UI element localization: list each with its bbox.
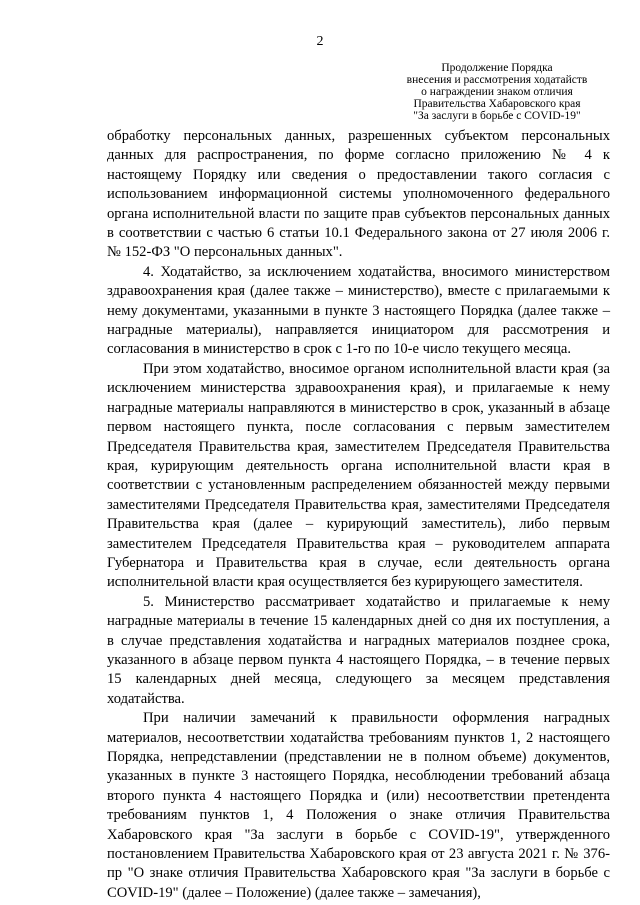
header-line: внесения и рассмотрения ходатайств <box>406 74 588 86</box>
page-number: 2 <box>316 34 324 49</box>
paragraph: При этом ходатайство, вносимое органом исполнительной власти края (за исключением министерства здравоохранения края), и прилагаемые к нему наградные материалы направляются в министерство в срок, указанный в абзаце первом настоящего пункта, после согласования с первым заместителем Председателя Правительства края, заместителем Председателя Правительства края, курирующим деятельность органа исполнительной власти края в соответствии с установленным распределением обязанностей между первыми заместителями Председателя Правительства края, заместителями Председателя Правительства края (далее – курирующий заместитель), либо первым заместителем Председателя Правительства края – руководителем аппарата Губернатора и Правительства края в случае, если деятельность органа исполнительной власти края осуществляется без курирующего заместителя. <box>107 360 610 591</box>
header-line: "За заслуги в борьбе с COVID-19" <box>413 110 581 122</box>
header-line: Правительства Хабаровского края <box>413 98 581 110</box>
paragraph: 5. Министерство рассматривает ходатайство и прилагаемые к нему наградные материалы в течение 15 календарных дней со дня их поступления, а в случае представления ходатайства и наградных материалов позднее срока, указанного в абзаце первом пункта 4 настоящего Порядка, – в течение первых 15 календарных дней месяца, следующего за месяцем представления ходатайства. <box>107 593 610 707</box>
paragraph: При наличии замечаний к правильности оформления наградных материалов, несоответствии ходатайства требованиям пунктов 1, 2 настоящего Порядка, непредставлении (представлении не в полном объеме) документов, указанных в пункте 3 настоящего Порядка, несоблюдении требований абзаца второго пункта 4 настоящего Порядка и (или) несоответствии претендента требованиям пунктов 1, 4 Положения о знаке отличия Правительства Хабаровского края "За заслуги в борьбе с COVID-19", утвержденного постановлением Правительства Хабаровского края от 23 августа 2021 г. № 376-пр "О знаке отличия Правительства Хабаровского края "За заслуги в борьбе с COVID-19" (далее – Положение) (далее также – замечания), <box>107 710 610 901</box>
body-text <box>107 127 610 903</box>
paragraph: обработку персональных данных, разрешенных субъектом персональных данных для распространения, по форме согласно приложению № 4 к настоящему Порядку или сведения о предоставлении такого согласия с использованием информационной системы уполномоченного федерального органа исполнительной власти по защите прав субъектов персональных данных в соответствии с частью 6 статьи 10.1 Федерального закона от 27 июля 2006 г. № 152-ФЗ "О персональных данных". <box>107 128 610 261</box>
header-line: Продолжение Порядка <box>441 62 553 74</box>
header-block <box>392 62 602 122</box>
paragraph: 4. Ходатайство, за исключением ходатайства, вносимого министерством здравоохранения края (далее также – министерство), вместе с прилагаемыми к нему документами, указанными в пункте 3 настоящего Порядка (далее также – наградные материалы), направляется инициатором для рассмотрения и согласования в министерство в срок с 1-го по 10-е число текущего месяца. <box>107 263 610 358</box>
header-line: о награждении знаком отличия <box>421 86 573 98</box>
